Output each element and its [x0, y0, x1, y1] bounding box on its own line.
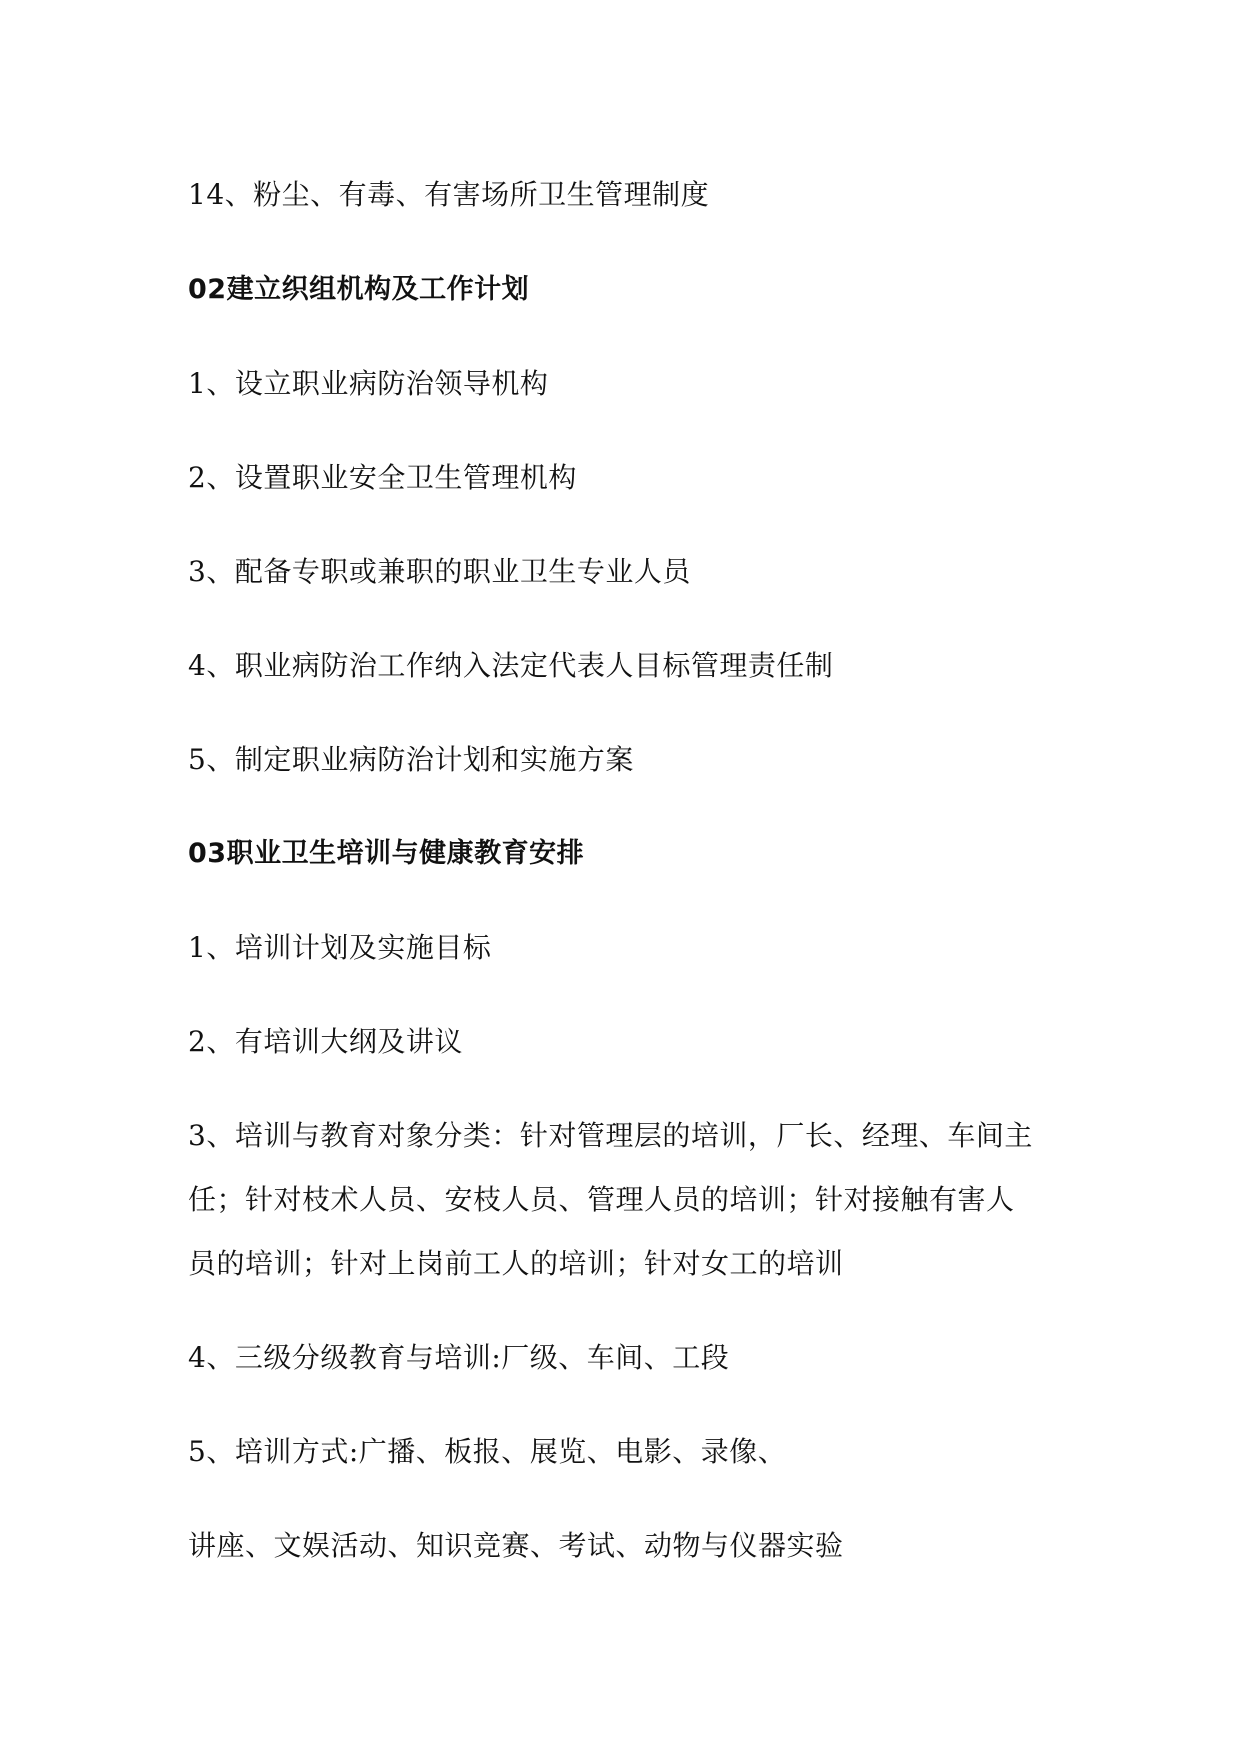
list-item-1: 1、设立职业病防治领导机构 — [188, 367, 549, 400]
list-item-3-line-2: 任；针对枝术人员、安枝人员、管理人员的培训；针对接触有害人 — [188, 1183, 1015, 1216]
list-item-2: 2、设置职业安全卫生管理机构 — [188, 461, 577, 494]
list-item-1: 1、培训计划及实施目标 — [188, 931, 492, 964]
section-heading-03: 03职业卫生培训与健康教育安排 — [188, 838, 585, 869]
list-item-2: 2、有培训大纲及讲议 — [188, 1025, 463, 1058]
list-item-5-line-2: 讲座、文娱活动、知识竞赛、考试、动物与仪器实验 — [188, 1529, 844, 1562]
list-item-4: 4、职业病防治工作纳入法定代表人目标管理责任制 — [188, 649, 834, 682]
list-item-3-line-1: 3、培训与教育对象分类：针对管理层的培训，厂长、经理、车间主 — [188, 1119, 1033, 1152]
list-item-14: 14、粉尘、有毒、有害场所卫生管理制度 — [188, 178, 710, 211]
section-heading-02: 02建立织组机构及工作计划 — [188, 274, 530, 305]
list-item-4: 4、三级分级教育与培训:厂级、车间、工段 — [188, 1341, 730, 1374]
list-item-3-line-3: 员的培训；针对上岗前工人的培训；针对女工的培训 — [188, 1247, 844, 1280]
list-item-5: 5、制定职业病防治计划和实施方案 — [188, 743, 634, 776]
list-item-3: 3、配备专职或兼职的职业卫生专业人员 — [188, 555, 691, 588]
list-item-5-line-1: 5、培训方式:广播、板报、展览、电影、录像、 — [188, 1435, 787, 1468]
